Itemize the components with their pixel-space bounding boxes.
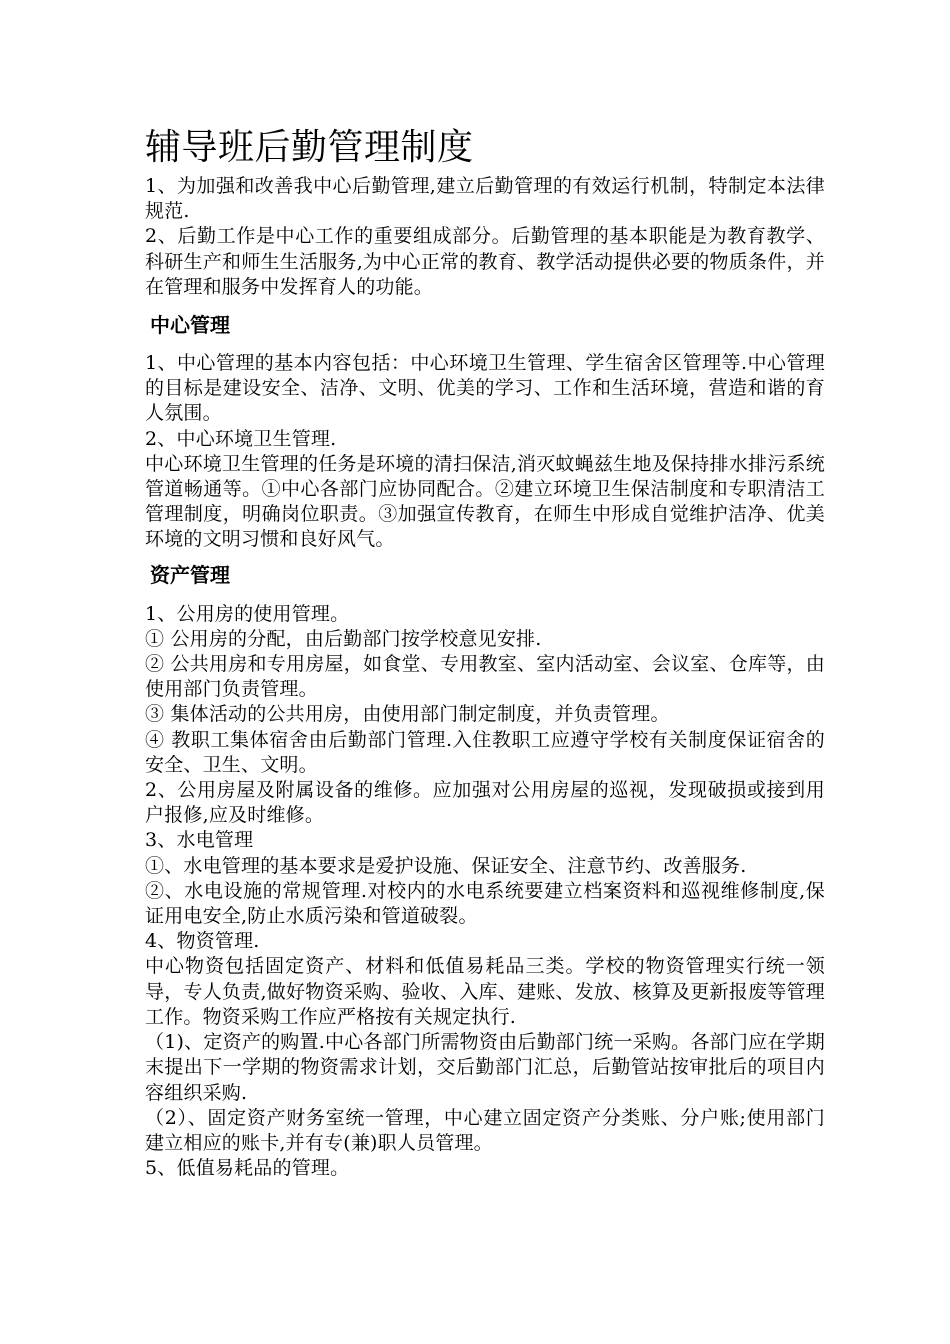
asset-paragraph-2: ① 公用房的分配，由后勤部门按学校意见安排. (145, 627, 542, 650)
asset-paragraph-12: （1)、定资产的购置.中心各部门所需物资由后勤部门统一采购。各部门应在学期末提出下一学期的物资需求计划，交后勤部门汇总，后勤管站按审批后的项目内容组织采购. (145, 1031, 825, 1104)
asset-paragraph-1: 1、公用房的使用管理。 (145, 602, 350, 625)
asset-paragraph-11: 中心物资包括固定资产、材料和低值易耗品三类。学校的物资管理实行统一领导，专人负责,做好物资采购、验收、入库、建账、发放、核算及更新报废等管理工作。物资采购工作应严格按有关规定执行. (145, 955, 825, 1028)
center-paragraph-1: 1、中心管理的基本内容包括：中心环境卫生管理、学生宿舍区管理等.中心管理的目标是建设安全、洁净、文明、优美的学习、工作和生活环境，营造和谐的育人氛围。 (145, 352, 825, 425)
intro-paragraph-2: 2、后勤工作是中心工作的重要组成部分。后勤管理的基本职能是为教育教学、科研生产和师生生活服务,为中心正常的教育、教学活动提供必要的物质条件，并在管理和服务中发挥育人的功能。 (145, 225, 825, 298)
section-heading-asset-management: 资产管理 (150, 562, 230, 587)
asset-paragraph-5: ④ 教职工集体宿舍由后勤部门管理.入住教职工应遵守学校有关制度保证宿舍的安全、卫生、文明。 (145, 728, 825, 776)
asset-paragraph-8: ①、水电管理的基本要求是爱护设施、保证安全、注意节约、改善服务. (145, 854, 747, 877)
asset-paragraph-14: 5、低值易耗品的管理。 (145, 1157, 350, 1180)
section-heading-center-management: 中心管理 (150, 313, 230, 338)
asset-paragraph-6: 2、公用房屋及附属设备的维修。应加强对公用房屋的巡视，发现破损或接到用户报修,应及时维修。 (145, 779, 825, 827)
document-title: 辅导班后勤管理制度 (145, 127, 474, 168)
intro-paragraph-1: 1、为加强和改善我中心后勤管理,建立后勤管理的有效运行机制，特制定本法律规范. (145, 175, 825, 223)
asset-paragraph-13: （2）、固定资产财务室统一管理，中心建立固定资产分类账、分户账;使用部门建立相应的账卡,并有专(兼)职人员管理。 (145, 1106, 825, 1154)
document-page (145, 122, 825, 1181)
center-paragraph-2: 2、中心环境卫生管理. (145, 427, 337, 450)
asset-paragraph-10: 4、物资管理. (145, 930, 260, 953)
asset-paragraph-4: ③ 集体活动的公共用房，由使用部门制定制度，并负责管理。 (145, 703, 670, 726)
asset-paragraph-3: ② 公共用房和专用房屋，如食堂、专用教室、室内活动室、会议室、仓库等，由使用部门负责管理。 (145, 653, 825, 701)
asset-paragraph-7: 3、水电管理 (145, 829, 254, 852)
center-paragraph-3: 中心环境卫生管理的任务是环境的清扫保洁,消灭蚊蝇兹生地及保持排水排污系统管道畅通等。①中心各部门应协同配合。②建立环境卫生保洁制度和专职清洁工管理制度，明确岗位职责。③加强宣传教育，在师生中形成自觉维护洁净、优美环境的文明习惯和良好风气。 (145, 452, 825, 551)
asset-paragraph-9: ②、水电设施的常规管理.对校内的水电系统要建立档案资料和巡视维修制度,保证用电安全,防止水质污染和管道破裂。 (145, 879, 825, 928)
